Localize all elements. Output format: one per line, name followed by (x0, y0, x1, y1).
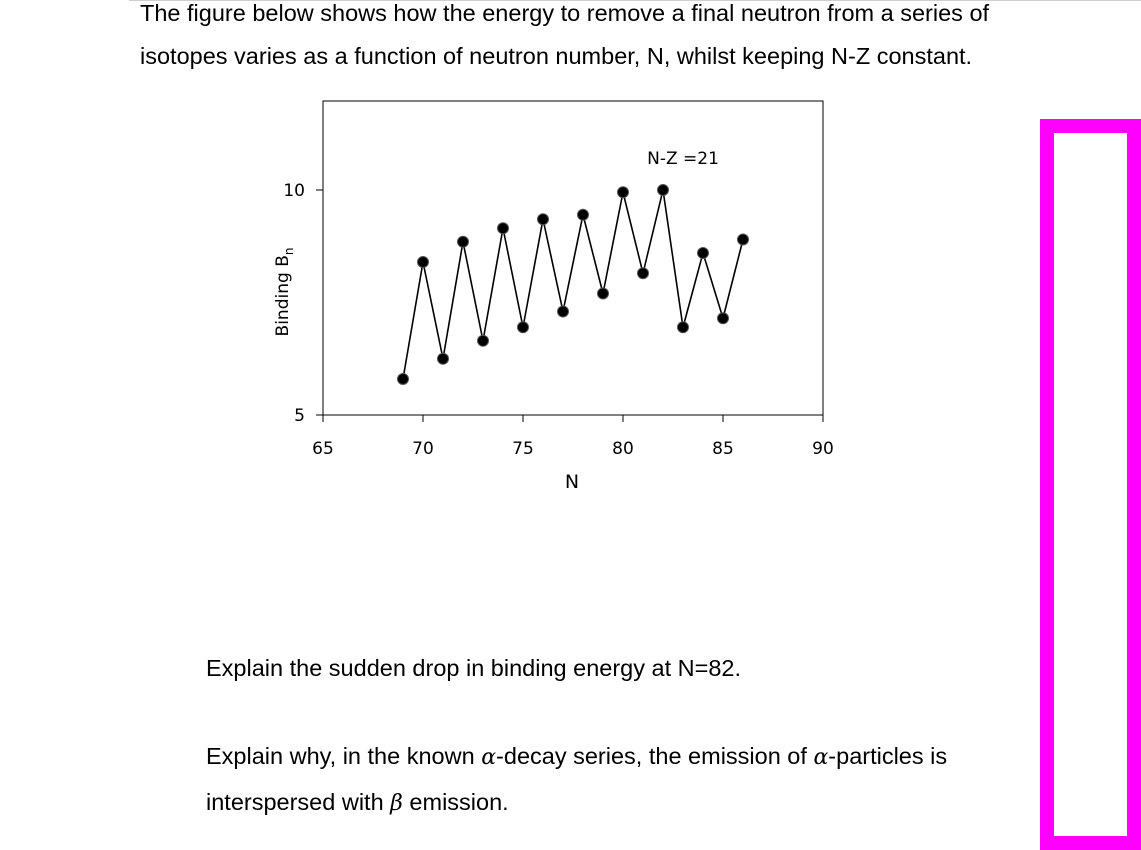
beta-symbol: β (390, 791, 403, 816)
y-axis-label-main: Binding B (273, 255, 293, 337)
answer-box[interactable] (1040, 119, 1141, 850)
data-point (658, 185, 669, 196)
x-tick-label: 70 (412, 439, 434, 459)
axes (283, 181, 833, 459)
data-point (738, 234, 749, 245)
y-axis-label-subscript: n (282, 247, 296, 256)
data-series (398, 185, 749, 385)
data-point (638, 268, 649, 279)
y-axis-label (273, 248, 296, 337)
data-point (478, 335, 489, 346)
data-point (458, 236, 469, 247)
data-point (598, 288, 609, 299)
data-point (498, 223, 509, 234)
question-2-part-b: -decay series, the emission of (496, 743, 814, 769)
series-line (403, 190, 743, 379)
question-2-part-d: emission. (402, 789, 509, 815)
data-point (518, 322, 529, 333)
data-point (678, 322, 689, 333)
question-2 (206, 734, 1026, 826)
data-point (578, 209, 589, 220)
question-2-part-a: Explain why, in the known (206, 743, 482, 769)
intro-text: The figure below shows how the energy to remove a final neutron from a series of isotopes varies as a function of neutron number, N, whilst keeping N-Z constant. (140, 0, 990, 69)
x-tick-label: 65 (312, 439, 334, 459)
alpha-symbol: α (813, 745, 829, 770)
data-point (438, 353, 449, 364)
y-tick-label: 5 (294, 406, 305, 426)
x-tick-label: 90 (812, 439, 834, 459)
data-point (558, 306, 569, 317)
plot-frame (323, 101, 823, 415)
data-point (718, 313, 729, 324)
x-tick-label: 75 (512, 439, 534, 459)
x-axis-label: N (564, 471, 580, 493)
data-point (418, 257, 429, 268)
data-point (618, 187, 629, 198)
question-2-part-c: -particles is interspersed with (206, 743, 948, 815)
alpha-symbol: α (481, 745, 497, 770)
data-point (538, 214, 549, 225)
x-tick-label: 85 (712, 439, 734, 459)
y-tick-label: 10 (283, 181, 305, 201)
data-point (698, 248, 709, 259)
annotation-nz: N-Z =21 (647, 149, 719, 169)
data-point (398, 374, 409, 385)
question-1: Explain the sudden drop in binding energy at N=82. (206, 655, 742, 681)
x-tick-label: 80 (612, 439, 634, 459)
